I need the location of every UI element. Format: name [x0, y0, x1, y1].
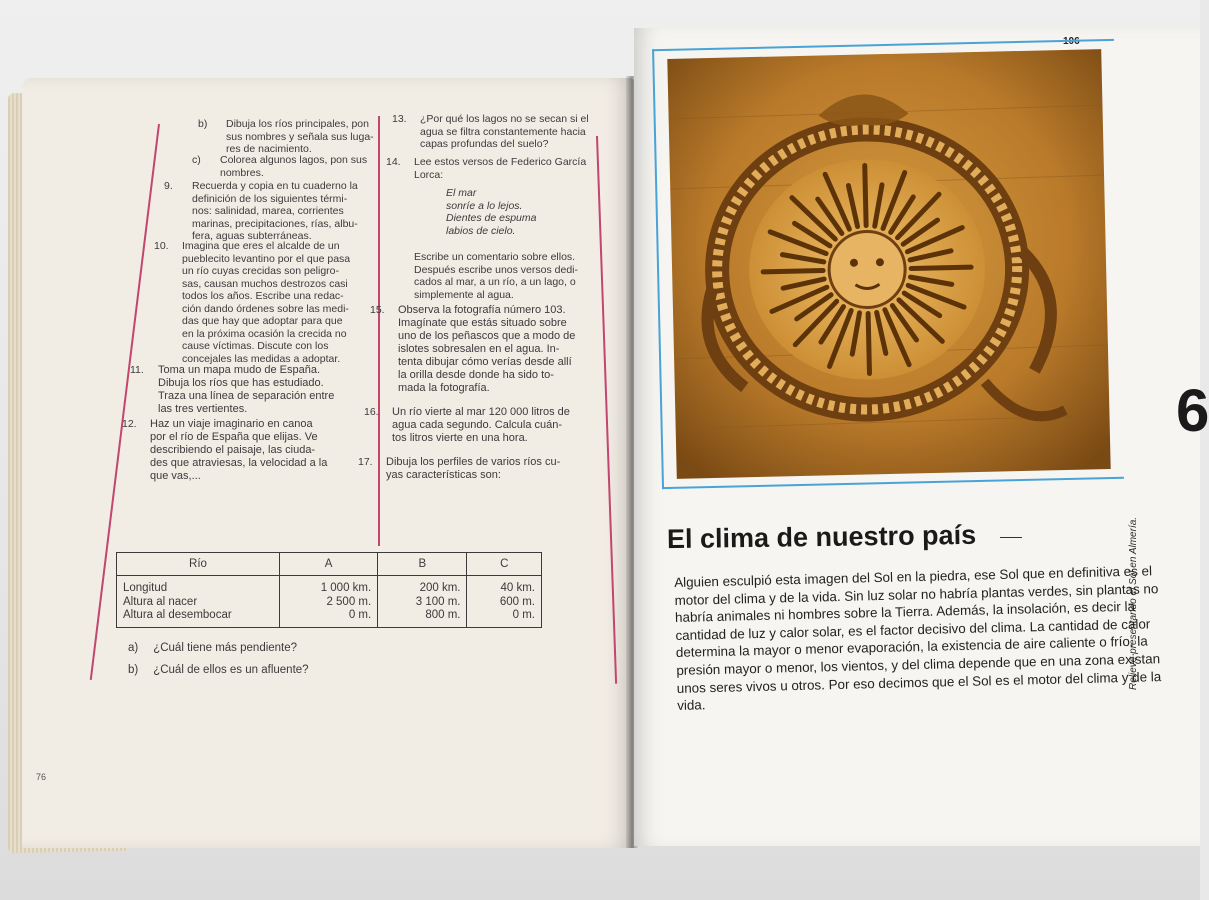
table-header: A [280, 553, 378, 576]
photo-caption: Relieve presentando el Sol en Almería. [1128, 516, 1139, 690]
exercise-number: 14. [386, 156, 401, 168]
exercise-16 [364, 406, 602, 445]
exercise-14 [386, 156, 604, 301]
exercise-text: Toma un mapa mudo de España. Dibuja los ríos que has estudiado. Traza una línea de separación entre las tres vertientes. [158, 364, 335, 415]
sun-ray [865, 166, 866, 226]
exercise-number: b) [198, 118, 208, 130]
exercise-number: 11. [130, 364, 144, 376]
exercise-9 [164, 180, 372, 243]
question-text: ¿Cuál tiene más pendiente? [153, 642, 298, 654]
river-table [116, 552, 542, 628]
exercise-text: Dibuja los ríos principales, pon sus nombres y señala sus luga- res de nacimiento. [226, 118, 374, 155]
table-header: Río [117, 553, 280, 576]
exercise-text: Recuerda y copia en tu cuaderno la definición de los siguientes térmi- nos: salinidad, marea, corrientes marinas, precipitaciones, rías, albu- fera, aguas subterráneas. [192, 180, 358, 242]
exercise-15 [370, 304, 608, 395]
left-page-number: 76 [36, 772, 47, 782]
sun-relief-image [667, 49, 1110, 479]
table-header: C [467, 553, 542, 576]
exercise-number: 12. [122, 418, 137, 430]
table-row-labels [117, 576, 280, 628]
chapter-title: El clima de nuestro país [666, 519, 977, 555]
lorca-poem: El mar sonríe a lo lejos. Dientes de espuma labios de cielo. [446, 187, 537, 237]
exercise-number: 16. [364, 406, 379, 418]
exercise-11 [130, 364, 368, 416]
table-header: B [378, 553, 467, 576]
exercise-12 [122, 418, 370, 483]
table-header-row [117, 553, 542, 576]
exercise-number: 15. [370, 304, 385, 316]
exercise-10 [154, 240, 372, 365]
question-letter: b) [128, 664, 139, 676]
table-cell-b: 200 km. 3 100 m. 800 m. [378, 576, 467, 628]
exercise-text: Haz un viaje imaginario en canoa por el río de España que elijas. Ve describiendo el paisaje, las ciuda- des que atraviesas, la velocidad a la que vas,... [150, 418, 328, 482]
chapter-number-tab: 6 [1176, 377, 1209, 444]
exercise-text: Observa la fotografía número 103. Imagínate que estás situado sobre uno de los peñascos que a modo de islotes sobresalen en el agua. In- tenta dibujar cómo verías desde allí la orilla desde donde ha sido to- mada la fotografía. [398, 304, 576, 394]
row-labels-text: Longitud Altura al nacer Altura al desembocar [123, 582, 232, 621]
exercise-number: 13. [392, 113, 407, 125]
sun-ray [868, 313, 869, 373]
title-underline [1000, 537, 1022, 538]
table-cell-c: 40 km. 600 m. 0 m. [467, 576, 542, 628]
table-row [117, 576, 542, 628]
intro-paragraph: Alguien esculpió esta imagen del Sol en la piedra, ese Sol que en definitiva es el motor del clima y de la vida. Sin luz solar no habría plantas verdes, sin plantas no habría animales ni hombres sobre la Tierra. Además, la insolación, es decir la cantidad de luz y calor solar, es el factor decisivo del clima. La cantidad de calor determina la mayor o menor evaporación, la existencia de aire caliente o frío, la presión mayor o menor, los vientos, y del clima depende que en una zona existan unos seres vivos u otros. Por eso decimos que el Sol es el motor del clima y de la vida. [674, 563, 1162, 714]
exercise-text: Imagina que eres el alcalde de un pueblecito levantino por el que pasa un río cuyas crecidas son peligro- sas, causan muchos destrozos casi todos los años. Escribe una redac- ción dando órdenes sobre las medi- das que hay que adoptar para que en la próxima ocasión la crecida no cause víctimas. Discute con los concejales las medidas a adoptar. [182, 240, 351, 365]
exercise-number: 17. [358, 456, 373, 468]
exercise-number: 10. [154, 240, 169, 252]
right-page-number: 106 [1063, 36, 1080, 47]
exercise-17 [358, 456, 596, 482]
exercise-text: Un río vierte al mar 120 000 litros de agua cada segundo. Calcula cuán- tos litros vierte en una hora. [392, 406, 570, 444]
exercise-text: ¿Por qué los lagos no se secan si el agua se filtra constantemente hacia capas profundas del suelo? [420, 113, 589, 150]
question-b [128, 664, 309, 676]
sun-relief-photo [667, 49, 1110, 479]
exercise-text: Lee estos versos de Federico García Lorca: [414, 156, 587, 181]
exercise-b [198, 118, 376, 156]
exercise-number: c) [192, 154, 201, 166]
exercise-text: Colorea algunos lagos, pon sus nombres. [220, 154, 368, 179]
sun-ray [911, 267, 971, 268]
exercise-13 [392, 113, 600, 151]
question-text: ¿Cuál de ellos es un afluente? [153, 664, 309, 676]
exercise-number: 9. [164, 180, 173, 192]
center-rule [378, 116, 380, 546]
question-a [128, 642, 297, 654]
sun-ray [763, 270, 823, 271]
table-cell-a: 1 000 km. 2 500 m. 0 m. [280, 576, 378, 628]
exercise-text: Dibuja los perfiles de varios ríos cu- yas características son: [386, 456, 561, 481]
exercise-c [192, 154, 370, 179]
question-letter: a) [128, 642, 139, 654]
poem-followup: Escribe un comentario sobre ellos. Después escribe unos versos dedi- cados al mar, a un río, a un lago, o simplemente al agua. [414, 251, 579, 301]
